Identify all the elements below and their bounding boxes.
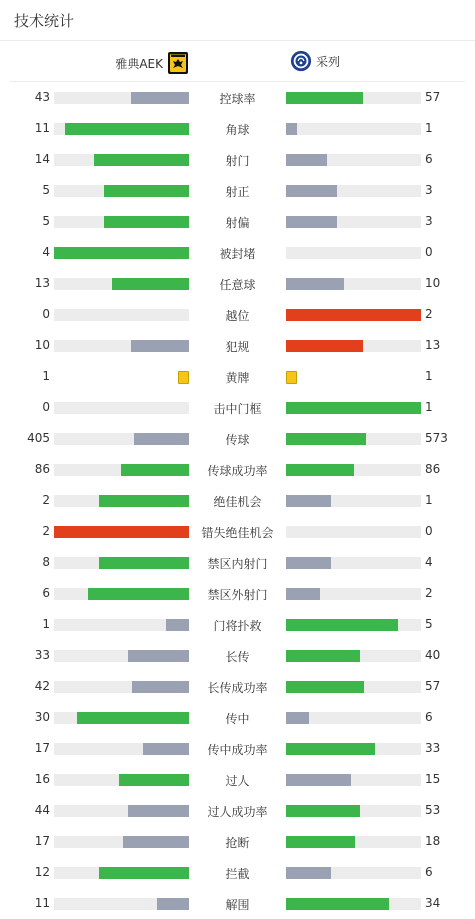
home-bar-fill <box>128 650 189 662</box>
stat-row <box>0 578 475 609</box>
stat-label: 传中 <box>225 712 250 726</box>
stat-row <box>0 82 475 113</box>
away-value: 1 <box>425 400 433 414</box>
away-bar-track <box>286 712 421 724</box>
stat-row <box>0 330 475 361</box>
away-bar-track <box>286 464 421 476</box>
home-bar-track <box>54 619 189 631</box>
away-bar-track <box>286 743 421 755</box>
home-bar-track <box>54 557 189 569</box>
home-bar-track <box>54 650 189 662</box>
stat-label: 控球率 <box>219 92 256 106</box>
away-value: 1 <box>425 493 433 507</box>
stat-label: 过人成功率 <box>207 805 268 819</box>
away-bar-fill <box>286 154 327 166</box>
away-bar-track <box>286 898 421 910</box>
stat-row <box>0 268 475 299</box>
stat-label: 长传 <box>225 650 250 664</box>
home-value: 4 <box>42 245 50 259</box>
home-value: 17 <box>34 834 50 848</box>
away-bar-fill <box>286 433 366 445</box>
stat-label: 传球成功率 <box>207 464 268 478</box>
home-bar-fill <box>88 588 189 600</box>
stat-label: 任意球 <box>219 278 256 292</box>
home-value: 0 <box>42 400 50 414</box>
stat-label: 射偏 <box>225 216 250 230</box>
away-team-name: 采列 <box>316 54 341 69</box>
stat-label: 禁区内射门 <box>207 557 268 571</box>
home-bar-track <box>54 278 189 290</box>
away-team[interactable] <box>290 49 340 73</box>
home-value: 11 <box>34 121 50 135</box>
away-value: 3 <box>425 183 433 197</box>
home-bar-fill <box>99 867 189 879</box>
away-bar-track <box>286 216 421 228</box>
home-value: 13 <box>34 276 50 290</box>
away-bar-fill <box>286 557 331 569</box>
home-value: 17 <box>34 741 50 755</box>
home-bar-track <box>54 154 189 166</box>
away-value: 34 <box>425 896 441 910</box>
home-bar-track <box>54 681 189 693</box>
home-bar-track <box>54 867 189 879</box>
home-bar-fill <box>134 433 189 445</box>
away-bar-track <box>286 867 421 879</box>
away-value: 1 <box>425 121 433 135</box>
home-value: 11 <box>34 896 50 910</box>
home-bar-track <box>54 774 189 786</box>
home-bar-track <box>54 526 189 538</box>
stat-label: 射正 <box>225 185 250 199</box>
away-value: 33 <box>425 741 441 755</box>
stat-label: 越位 <box>225 309 250 323</box>
teams-row <box>10 41 465 82</box>
home-bar-fill <box>77 712 189 724</box>
home-bar-track <box>54 185 189 197</box>
home-bar-track <box>54 247 189 259</box>
away-value: 573 <box>425 431 448 445</box>
away-bar-fill <box>286 92 363 104</box>
home-bar-track <box>54 340 189 352</box>
away-bar-track <box>286 836 421 848</box>
stat-row <box>0 423 475 454</box>
away-value: 2 <box>425 586 433 600</box>
home-bar-track <box>54 92 189 104</box>
away-value: 5 <box>425 617 433 631</box>
away-bar-fill <box>286 743 375 755</box>
stat-row <box>0 113 475 144</box>
away-bar-track <box>286 309 421 321</box>
home-bar-fill <box>143 743 189 755</box>
stat-row <box>0 206 475 237</box>
stat-label: 拦截 <box>225 867 250 881</box>
home-bar-fill <box>112 278 189 290</box>
home-bar-fill <box>104 185 189 197</box>
away-crest-icon <box>290 49 312 73</box>
home-bar-track <box>54 216 189 228</box>
away-bar-fill <box>286 898 389 910</box>
stat-row <box>0 795 475 826</box>
away-bar-track <box>286 557 421 569</box>
stat-row <box>0 764 475 795</box>
stat-label: 击中门框 <box>213 402 262 416</box>
away-bar-fill <box>286 588 320 600</box>
home-bar-track <box>54 402 189 414</box>
away-bar-track <box>286 526 421 538</box>
home-bar-track <box>54 805 189 817</box>
home-bar-fill <box>131 92 189 104</box>
away-bar-fill <box>286 464 354 476</box>
stat-row <box>0 516 475 547</box>
stat-row <box>0 671 475 702</box>
stat-row <box>0 547 475 578</box>
away-value: 15 <box>425 772 441 786</box>
away-value: 6 <box>425 152 433 166</box>
home-yellow-card-icon <box>178 371 189 384</box>
home-value: 1 <box>42 617 50 631</box>
home-bar-track <box>54 123 189 135</box>
away-bar-track <box>286 774 421 786</box>
away-bar-track <box>286 247 421 259</box>
stat-row <box>0 299 475 330</box>
away-bar-fill <box>286 681 364 693</box>
away-bar-track <box>286 154 421 166</box>
stat-label: 抢断 <box>225 836 250 850</box>
stat-row <box>0 888 475 919</box>
away-bar-fill <box>286 712 309 724</box>
away-bar-track <box>286 402 421 414</box>
away-value: 2 <box>425 307 433 321</box>
away-value: 57 <box>425 679 441 693</box>
stat-row <box>0 857 475 888</box>
away-value: 6 <box>425 710 433 724</box>
home-value: 8 <box>42 555 50 569</box>
away-bar-fill <box>286 774 351 786</box>
stat-label: 传中成功率 <box>207 743 268 757</box>
home-value: 44 <box>34 803 50 817</box>
home-value: 6 <box>42 586 50 600</box>
home-bar-fill <box>65 123 189 135</box>
stat-label: 门将扑救 <box>213 619 262 633</box>
home-value: 2 <box>42 524 50 538</box>
home-value: 0 <box>42 307 50 321</box>
away-value: 86 <box>425 462 441 476</box>
away-bar-fill <box>286 402 421 414</box>
home-bar-track <box>54 309 189 321</box>
home-value: 1 <box>42 369 50 383</box>
stat-row <box>0 702 475 733</box>
stat-label: 被封堵 <box>219 247 256 261</box>
away-value: 18 <box>425 834 441 848</box>
aek-crest-icon <box>167 51 189 75</box>
away-bar-fill <box>286 650 360 662</box>
away-bar-fill <box>286 216 337 228</box>
home-bar-track <box>54 495 189 507</box>
stat-label: 长传成功率 <box>207 681 268 695</box>
away-bar-track <box>286 340 421 352</box>
home-bar-fill <box>123 836 189 848</box>
home-team[interactable] <box>115 51 189 75</box>
stat-row <box>0 640 475 671</box>
home-value: 405 <box>27 431 50 445</box>
home-bar-track <box>54 464 189 476</box>
away-bar-fill <box>286 340 363 352</box>
away-value: 1 <box>425 369 433 383</box>
away-bar-fill <box>286 867 331 879</box>
stat-row <box>0 826 475 857</box>
home-bar-fill <box>132 681 189 693</box>
away-bar-track <box>286 92 421 104</box>
home-bar-track <box>54 898 189 910</box>
away-bar-track <box>286 650 421 662</box>
away-bar-track <box>286 805 421 817</box>
home-value: 30 <box>34 710 50 724</box>
away-bar-fill <box>286 123 297 135</box>
stat-label: 错失绝佳机会 <box>201 526 274 540</box>
away-value: 6 <box>425 865 433 879</box>
stat-label: 绝佳机会 <box>213 495 262 509</box>
home-bar-track <box>54 588 189 600</box>
away-value: 3 <box>425 214 433 228</box>
away-bar-track <box>286 495 421 507</box>
stat-row <box>0 175 475 206</box>
home-value: 16 <box>34 772 50 786</box>
home-value: 5 <box>42 183 50 197</box>
away-bar-track <box>286 588 421 600</box>
home-bar-track <box>54 712 189 724</box>
home-bar-fill <box>99 495 189 507</box>
away-bar-track <box>286 681 421 693</box>
home-bar-fill <box>166 619 189 631</box>
home-bar-fill <box>54 247 189 259</box>
home-value: 43 <box>34 90 50 104</box>
stat-row <box>0 392 475 423</box>
home-bar-fill <box>128 805 189 817</box>
home-value: 2 <box>42 493 50 507</box>
stat-label: 角球 <box>225 123 250 137</box>
stat-label: 解围 <box>225 898 250 912</box>
stat-row <box>0 733 475 764</box>
stat-row <box>0 454 475 485</box>
home-bar-fill <box>131 340 189 352</box>
stat-label: 射门 <box>225 154 250 168</box>
home-value: 5 <box>42 214 50 228</box>
away-value: 0 <box>425 524 433 538</box>
page-header <box>0 0 475 41</box>
home-value: 33 <box>34 648 50 662</box>
away-bar-track <box>286 123 421 135</box>
home-bar-track <box>54 836 189 848</box>
home-team-name: 雅典AEK <box>115 56 163 71</box>
home-bar-track <box>54 433 189 445</box>
stat-label: 禁区外射门 <box>207 588 268 602</box>
away-value: 0 <box>425 245 433 259</box>
away-bar-fill <box>286 278 344 290</box>
home-bar-fill <box>121 464 189 476</box>
away-yellow-card-icon <box>286 371 297 384</box>
home-bar-fill <box>104 216 189 228</box>
away-value: 40 <box>425 648 441 662</box>
away-bar-fill <box>286 619 398 631</box>
home-bar-fill <box>54 526 189 538</box>
away-bar-fill <box>286 495 331 507</box>
away-bar-fill <box>286 185 337 197</box>
stat-row <box>0 609 475 640</box>
away-bar-track <box>286 185 421 197</box>
away-value: 10 <box>425 276 441 290</box>
away-bar-track <box>286 433 421 445</box>
stat-row <box>0 237 475 268</box>
stat-label: 黄牌 <box>225 371 250 385</box>
home-bar-fill <box>119 774 189 786</box>
stat-label: 过人 <box>225 774 250 788</box>
stat-row <box>0 361 475 392</box>
home-bar-fill <box>157 898 189 910</box>
away-bar-track <box>286 278 421 290</box>
home-value: 42 <box>34 679 50 693</box>
page-title: 技术统计 <box>14 12 75 30</box>
home-bar-fill <box>94 154 189 166</box>
away-value: 4 <box>425 555 433 569</box>
away-bar-fill <box>286 836 355 848</box>
away-value: 57 <box>425 90 441 104</box>
away-value: 13 <box>425 338 441 352</box>
away-bar-fill <box>286 805 360 817</box>
away-value: 53 <box>425 803 441 817</box>
home-bar-track <box>54 743 189 755</box>
home-value: 86 <box>34 462 50 476</box>
stat-label: 犯规 <box>225 340 250 354</box>
home-value: 12 <box>34 865 50 879</box>
away-bar-track <box>286 619 421 631</box>
stat-label: 传球 <box>225 433 250 447</box>
stat-row <box>0 144 475 175</box>
home-bar-fill <box>99 557 189 569</box>
home-value: 14 <box>34 152 50 166</box>
away-bar-fill <box>286 309 421 321</box>
home-value: 10 <box>34 338 50 352</box>
stat-row <box>0 485 475 516</box>
